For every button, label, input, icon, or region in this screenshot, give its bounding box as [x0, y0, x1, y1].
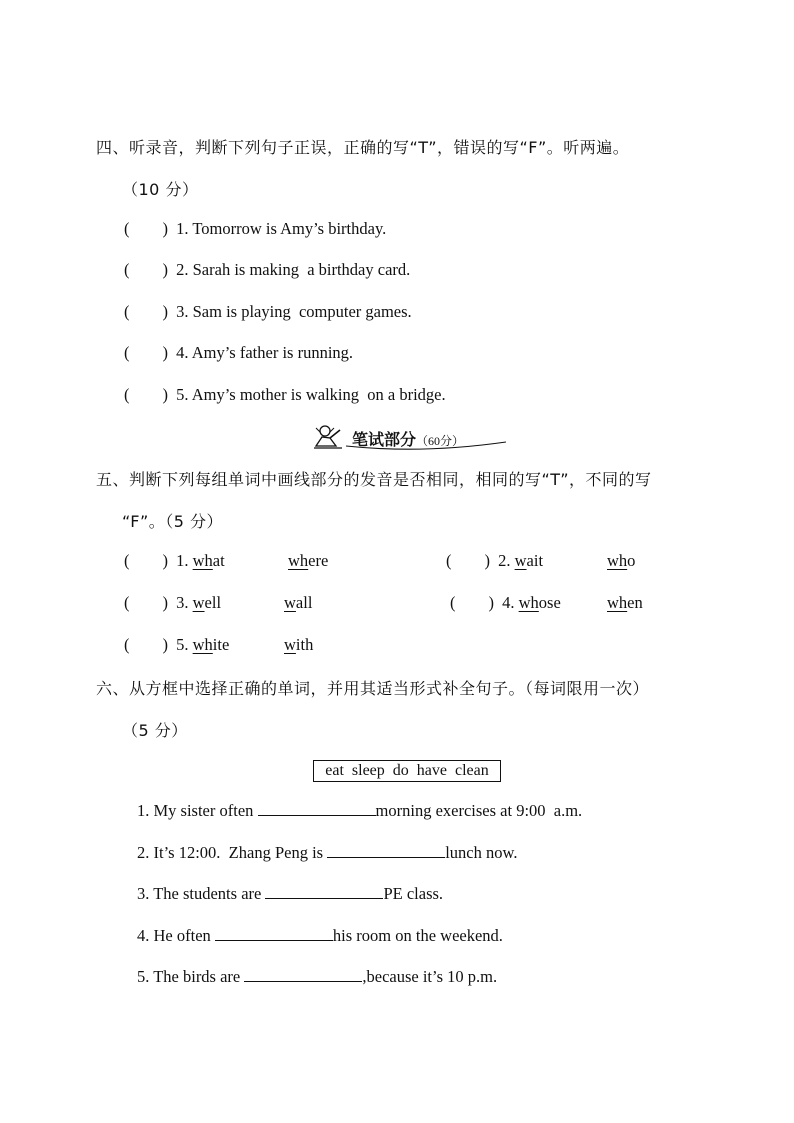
- item-text: Amy’s father is running.: [191, 343, 354, 362]
- word-a: white: [192, 635, 230, 654]
- word-a: what: [192, 551, 225, 570]
- answer-parentheses[interactable]: ( ): [450, 593, 494, 612]
- answer-parentheses[interactable]: ( ): [446, 551, 490, 570]
- item-text: Amy’s mother is walking on a bridge.: [191, 385, 446, 404]
- section5-item-3-word-b: wall: [284, 593, 313, 612]
- item-number: 1.: [176, 551, 189, 570]
- answer-blank[interactable]: [265, 884, 383, 899]
- sentence-start: 5. The birds are: [137, 967, 245, 986]
- item-number: 3.: [176, 302, 189, 321]
- section5-item-5-word-b: with: [284, 635, 314, 654]
- section6-item-2: [137, 843, 517, 863]
- sentence-start: 3. The students are: [137, 884, 266, 903]
- section4-score: （10 分）: [122, 180, 199, 199]
- banner-label: 笔试部分: [352, 430, 417, 449]
- section5-item-4: [450, 593, 561, 613]
- section5-item-2: [446, 551, 543, 571]
- word-a: well: [192, 593, 222, 612]
- answer-parentheses[interactable]: ( ): [124, 219, 168, 238]
- sentence-end: ,because it’s 10 p.m.: [362, 967, 498, 986]
- item-number: 5.: [176, 385, 189, 404]
- answer-parentheses[interactable]: ( ): [124, 593, 168, 612]
- section4-item-3: [124, 302, 412, 322]
- sentence-end: his room on the weekend.: [332, 926, 503, 945]
- word-a: whose: [518, 593, 561, 612]
- sentence-end: morning exercises at 9:00 a.m.: [375, 801, 583, 820]
- item-number: 2.: [498, 551, 511, 570]
- item-number: 5.: [176, 635, 189, 654]
- section4-item-5: [124, 385, 446, 405]
- pencil-figure-icon: [314, 426, 342, 448]
- section6-item-1: [137, 801, 582, 821]
- item-number: 4.: [176, 343, 189, 362]
- word-a: wait: [514, 551, 544, 570]
- item-text: Sarah is making a birthday card.: [192, 260, 411, 279]
- section6-title: 六、从方框中选择正确的单词，并用其适当形式补全句子。（每词限用一次）: [96, 679, 650, 698]
- section6-item-3: [137, 884, 443, 904]
- item-number: 3.: [176, 593, 189, 612]
- banner-score: （60分）: [416, 434, 465, 448]
- item-number: 1.: [176, 219, 189, 238]
- item-text: Tomorrow is Amy’s birthday.: [192, 219, 387, 238]
- answer-blank[interactable]: [258, 801, 376, 816]
- sentence-end: lunch now.: [445, 843, 518, 862]
- section5-item-3: [124, 593, 221, 613]
- written-part-title: [352, 427, 464, 450]
- section5-title: 五、判断下列每组单词中画线部分的发音是否相同，相同的写“T”，不同的写: [96, 470, 652, 489]
- section5-item-4-word-b: when: [607, 593, 643, 612]
- answer-parentheses[interactable]: ( ): [124, 635, 168, 654]
- section4-item-2: [124, 260, 410, 280]
- answer-blank[interactable]: [215, 926, 333, 941]
- answer-parentheses[interactable]: ( ): [124, 551, 168, 570]
- section5-title-cont: “F”。（5 分）: [122, 512, 224, 531]
- sentence-start: 2. It’s 12:00. Zhang Peng is: [137, 843, 328, 862]
- answer-parentheses[interactable]: ( ): [124, 343, 168, 362]
- sentence-start: 4. He often: [137, 926, 215, 945]
- answer-blank[interactable]: [244, 967, 362, 982]
- sentence-end: PE class.: [383, 884, 444, 903]
- section6-score: （5 分）: [122, 721, 188, 740]
- section5-item-1-word-b: where: [288, 551, 329, 570]
- section4-item-1: [124, 219, 386, 239]
- answer-blank[interactable]: [327, 843, 445, 858]
- item-text: Sam is playing computer games.: [192, 302, 412, 321]
- word-box: eat sleep do have clean: [313, 760, 501, 782]
- section5-item-5: [124, 635, 229, 655]
- answer-parentheses[interactable]: ( ): [124, 302, 168, 321]
- section4-item-4: [124, 343, 353, 363]
- item-number: 4.: [502, 593, 515, 612]
- section6-item-5: [137, 967, 497, 987]
- answer-parentheses[interactable]: ( ): [124, 385, 168, 404]
- section5-item-1: [124, 551, 225, 571]
- section5-item-2-word-b: who: [607, 551, 636, 570]
- answer-parentheses[interactable]: ( ): [124, 260, 168, 279]
- section6-item-4: [137, 926, 503, 946]
- sentence-start: 1. My sister often: [137, 801, 258, 820]
- item-number: 2.: [176, 260, 189, 279]
- section4-title: 四、听录音，判断下列句子正误，正确的写“T”，错误的写“F”。听两遍。: [96, 138, 630, 157]
